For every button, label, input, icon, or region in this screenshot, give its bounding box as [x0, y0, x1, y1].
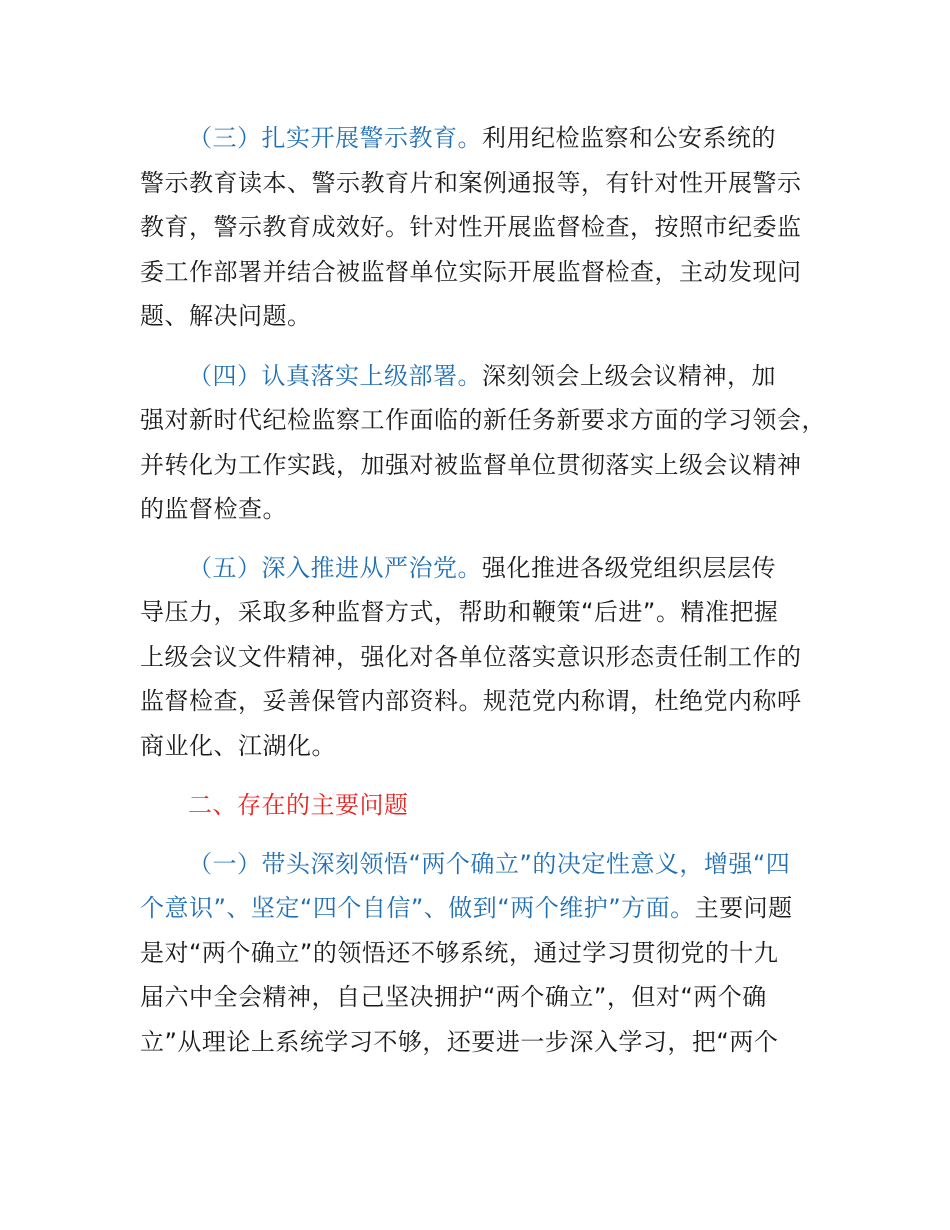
section4-line3: 并转化为工作实践，加强对被监督单位贯彻落实上级会议精神: [140, 451, 802, 479]
section3-heading: （三）扎实开展警示教育。: [188, 124, 482, 152]
section3-line2: 警示教育读本、警示教育片和案例通报等，有针对性开展警示: [140, 169, 802, 197]
section3-text: 利用纪检监察和公安系统的: [482, 124, 776, 152]
section5-heading: （五）深入推进从严治党。: [188, 554, 482, 582]
section5-line1: [188, 552, 776, 584]
problem1-heading-line1: （一）带头深刻领悟“两个确立”的决定性意义，增强“四: [188, 850, 791, 878]
section3-line1: [188, 122, 776, 154]
section3-line5: 题、解决问题。: [140, 302, 312, 330]
section4-line4: 的监督检查。: [140, 495, 287, 523]
problem1-line5: 立”从理论上系统学习不够，还要进一步深入学习，把“两个: [140, 1028, 779, 1056]
section5-text: 强化推进各级党组织层层传: [482, 554, 776, 582]
problem1-line2-text: 主要问题: [694, 894, 793, 922]
section4-line2: 强对新时代纪检监察工作面临的新任务新要求方面的学习领会，: [140, 406, 826, 434]
problem1-line3: 是对“两个确立”的领悟还不够系统，通过学习贯彻党的十九: [140, 939, 779, 967]
section3-line4: 委工作部署并结合被监督单位实际开展监督检查，主动发现问: [140, 258, 802, 286]
problem1-line4: 届六中全会精神，自己坚决拥护“两个确立”，但对“两个确: [140, 983, 767, 1011]
section4-line1: [188, 360, 776, 392]
section3-line3: 教育，警示教育成效好。针对性开展监督检查，按照市纪委监: [140, 213, 802, 241]
section5-line2: 导压力，采取多种监督方式，帮助和鞭策“后进”。精准把握: [140, 598, 779, 626]
section5-line4: 监督检查，妥善保管内部资料。规范党内称谓，杜绝党内称呼: [140, 687, 802, 715]
section4-text: 深刻领会上级会议精神，加: [482, 362, 776, 390]
problem1-line2: [140, 892, 793, 924]
section4-heading: （四）认真落实上级部署。: [188, 362, 482, 390]
problem1-heading-line2: 个意识”、坚定“四个自信”、做到“两个维护”方面。: [140, 894, 695, 922]
part2-heading: 二、存在的主要问题: [188, 791, 409, 819]
section5-line5: 商业化、江湖化。: [140, 732, 336, 760]
section5-line3: 上级会议文件精神，强化对各单位落实意识形态责任制工作的: [140, 643, 802, 671]
